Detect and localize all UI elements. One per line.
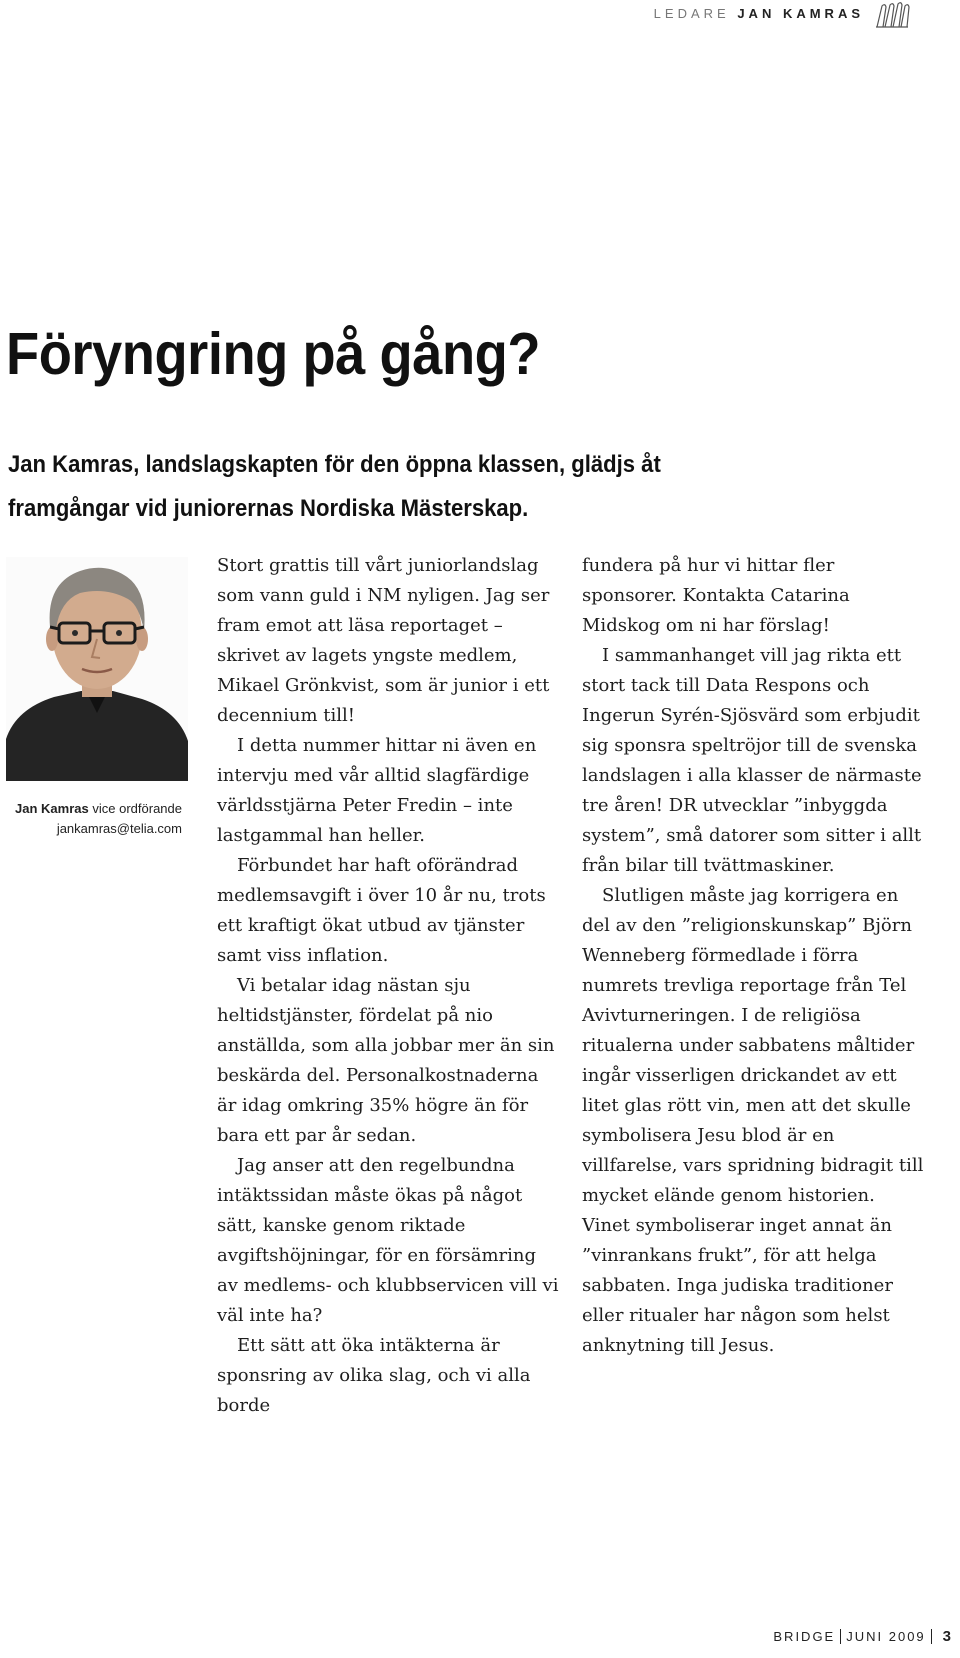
article-column-1 <box>217 551 562 1421</box>
article-subtitle: Jan Kamras, landslagskapten för den öppna klassen, glädjs åt framgångar vid juniorernas Nordiska Mästerskap. <box>8 451 661 522</box>
paragraph: Slutligen måste jag korrigera en del av den ”religionskunskap” Björn Wenneberg förmedlade i förra numrets trevliga reportage från Tel Avivturneringen. I de religiösa ritualerna under sabbatens måltider ingår visserligen drickandet av ett litet glas rött vin, men att det skulle symbolisera Jesu blod är en villfarelse, vars spridning bidragit till mycket elände genom historien. Vinet symboliserar inget annat än ”vinrankans frukt”, för att helga sabbaten. Inga judiska traditioner eller ritualer har någon som helst anknytning till Jesus. <box>582 885 924 1356</box>
footer-issue: JUNI 2009 <box>846 1629 926 1644</box>
running-header <box>654 6 864 21</box>
page-number: 3 <box>942 1628 951 1645</box>
footer-divider <box>931 1629 932 1644</box>
page-footer <box>773 1628 951 1645</box>
paragraph: Stort grattis till vårt juniorlandslag som vann guld i NM nyligen. Jag ser fram emot att läsa reportaget – skrivet av lagets yngste medlem, Mikael Grönkvist, som är junior i ett decennium till! <box>217 555 550 726</box>
paragraph: Jag anser att den regelbundna intäktssidan måste ökas på något sätt, kanske genom riktade avgiftshöjningar, för en försämring av medlems- och klubbservicen vill vi väl inte ha? <box>217 1155 559 1326</box>
caption-name: Jan Kamras <box>15 801 89 816</box>
paragraph: Förbundet har haft oförändrad medlemsavgift i över 10 år nu, trots ett kraftigt ökat utbud av tjänster samt viss inflation. <box>217 855 546 966</box>
footer-magazine: BRIDGE <box>773 1629 836 1644</box>
photo-caption <box>0 801 182 816</box>
article-title: Föryngring på gång? <box>6 321 541 387</box>
paragraph: I sammanhanget vill jag rikta ett stort tack till Data Respons och Ingerun Syrén-Sjösvärd som erbjudit sig sponsra speltröjor till de svenska landslagen i alla klasser de närmaste tre åren! DR utvecklar ”inbyggda system”, små datorer som sitter i allt från bilar till tvättmaskiner. <box>582 645 922 876</box>
paragraph: Ett sätt att öka intäkterna är sponsring av olika slag, och vi alla borde <box>217 1335 531 1416</box>
paragraph: I detta nummer hittar ni även en intervju med vår alltid slagfärdige världsstjärna Peter Fredin – inte lastgammal han heller. <box>217 735 537 846</box>
footer-divider <box>840 1629 841 1644</box>
section-label: LEDARE <box>653 6 730 21</box>
header-author: JAN KAMRAS <box>737 6 864 21</box>
author-portrait <box>6 557 188 781</box>
paragraph: Vi betalar idag nästan sju heltidstjänster, fördelat på nio anställda, som alla jobbar mer än sin beskärda del. Personalkostnaderna är idag omkring 35% högre än för bara ett par år sedan. <box>217 975 555 1146</box>
magazine-logo-icon <box>874 0 910 30</box>
caption-email: jankamras@telia.com <box>56 821 182 836</box>
paragraph: fundera på hur vi hittar fler sponsorer. Kontakta Catarina Midskog om ni har förslag! <box>582 555 850 636</box>
article-column-2 <box>582 551 927 1361</box>
caption-role: vice ordförande <box>92 801 182 816</box>
